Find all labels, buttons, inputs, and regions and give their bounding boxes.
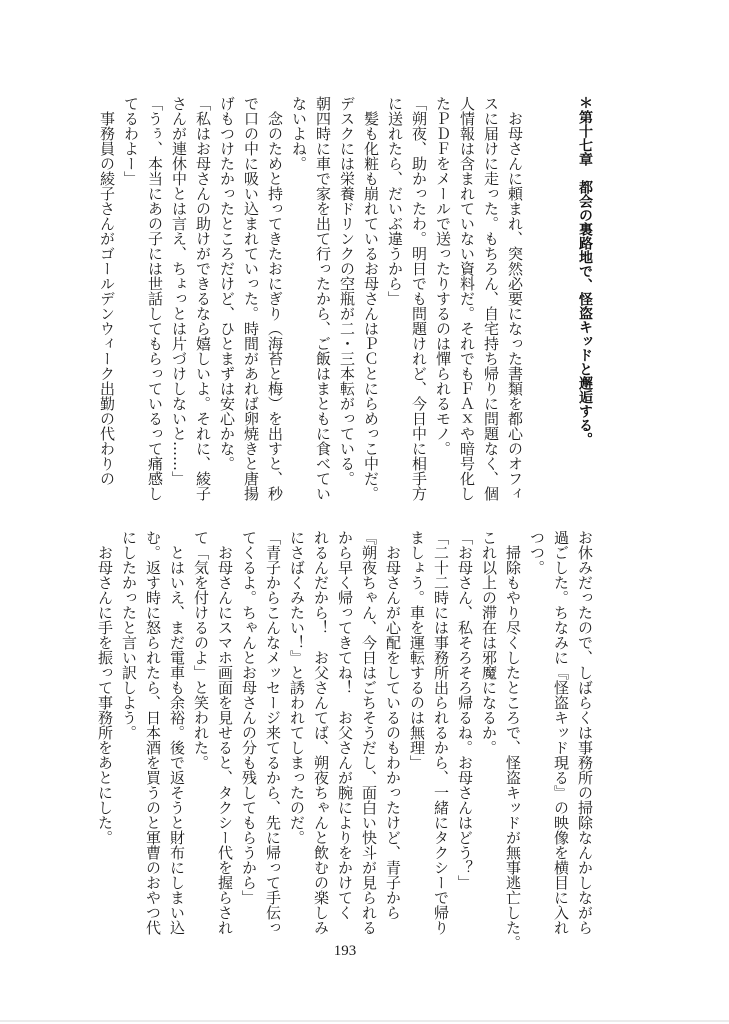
text-column: お母さんにスマホ画面を見せると、タクシー代を握らされ [216,530,234,935]
text-column: にさばくみたい！』と誘われてしまったのだ。 [288,530,306,845]
text-column: 髪も化粧も崩れているお母さんはＰＣとにらめっこ中だ。 [362,96,380,501]
text-column: れるんだから！ お父さんてば、朔夜ちゃんと飲むの楽しみ [312,530,330,935]
lower-tier [93,530,597,950]
text-column: 朝四時に車で家を出て行ったから、ご飯はまともに食べてい [314,96,332,501]
text-column: 人情報は含まれていない資料だ。それでもＦＡｘや暗号化し [458,96,476,501]
text-column: で口の中に吸い込まれていった。時間があれば卵焼きと唐揚 [242,96,260,501]
text-column: 「青子からこんなメッセージ来てるから、先に帰って手伝っ [264,530,282,935]
text-column: げもつけたかったところだけど、ひとまずは安心かな。 [218,96,236,471]
text-column: 『朔夜ちゃん、今日はごちそうだし、面白い快斗が見られる [360,530,378,935]
text-column: 「二十二時には事務所出られるから、一緒にタクシーで帰り [432,530,450,935]
text-column: お母さんに頼まれ、突然必要になった書類を都心のオフィ [506,96,524,501]
text-column: に送れたら、だいぶ違うから」 [386,96,404,306]
text-column: スに届けに走った。もちろん、自宅持ち帰りに問題なく、個 [482,96,500,501]
text-column: てくるよ。ちゃんとお母さんの分も残してもらうから」 [240,530,258,905]
text-column: て「気を付けるのよ」と笑われた。 [192,530,210,770]
text-column: お母さんに手を振って事務所をあとにした。 [96,530,114,845]
text-column: つつ。 [528,530,546,575]
page-number: 193 [333,943,357,959]
text-column: 「朔夜、助かったわ。明日でも問題けれど、今日中に相手方 [410,96,428,501]
text-column: デスクには栄養ドリンクの空瓶が二・三本転がっている。 [338,96,356,486]
text-column: お母さんが心配をしているのもわかったけど、青子から [384,530,402,920]
text-column: たＰＤＦをメールで送ったりするのは憚られるモノ。 [434,96,452,456]
text-column: 念のためと持ってきたおにぎり（海苔と梅）を出すと、秒 [266,96,284,501]
text-column: 事務員の綾子さんがゴールデンウィーク出勤の代わりの [98,96,116,486]
text-column: 「お母さん、私そろそろ帰るね。お母さんはどう？」 [456,530,474,890]
text-column: 掃除もやり尽くしたところで、怪盗キッドが無事逃亡した。 [504,530,522,950]
upper-tier [95,96,597,501]
text-column: 過ごした。ちなみに『怪盗キッド現る』の映像を横目に入れ [552,530,570,935]
chapter-title: ＊第十七章 都会の裏路地で、怪盗キッドと邂逅する。 [577,96,593,446]
text-column: これ以上の滞在は邪魔になるか。 [480,530,498,755]
text-column: む。返す時に怒られたら、日本酒を買うのと軍曹のおやつ代 [144,530,162,935]
text-column: お休みだったので、しばらくは事務所の掃除なんかしながら [576,530,594,935]
page-edge-divider [0,1020,729,1022]
text-column: 「うぅ、本当にあの子には世話してもらっているって痛感し [146,96,164,501]
text-column: さんが連休中とは言え、ちょっとは片づけしないと……」 [170,96,188,486]
text-column: ましょう。車を運転するのは無理」 [408,530,426,770]
text-column: ないよね。 [290,96,308,171]
text-column: 「私はお母さんの助けができるなら嬉しいよ。それに、綾子 [194,96,212,501]
text-column: から早く帰ってきてね！ お父さんが腕によりをかけてく [336,530,354,920]
text-column: てるわよー」 [122,96,140,186]
text-column: とはいえ、まだ電車も余裕。後で返そうと財布にしまい込 [168,530,186,935]
text-column: にしたかったと言い訳しよう。 [120,530,138,740]
